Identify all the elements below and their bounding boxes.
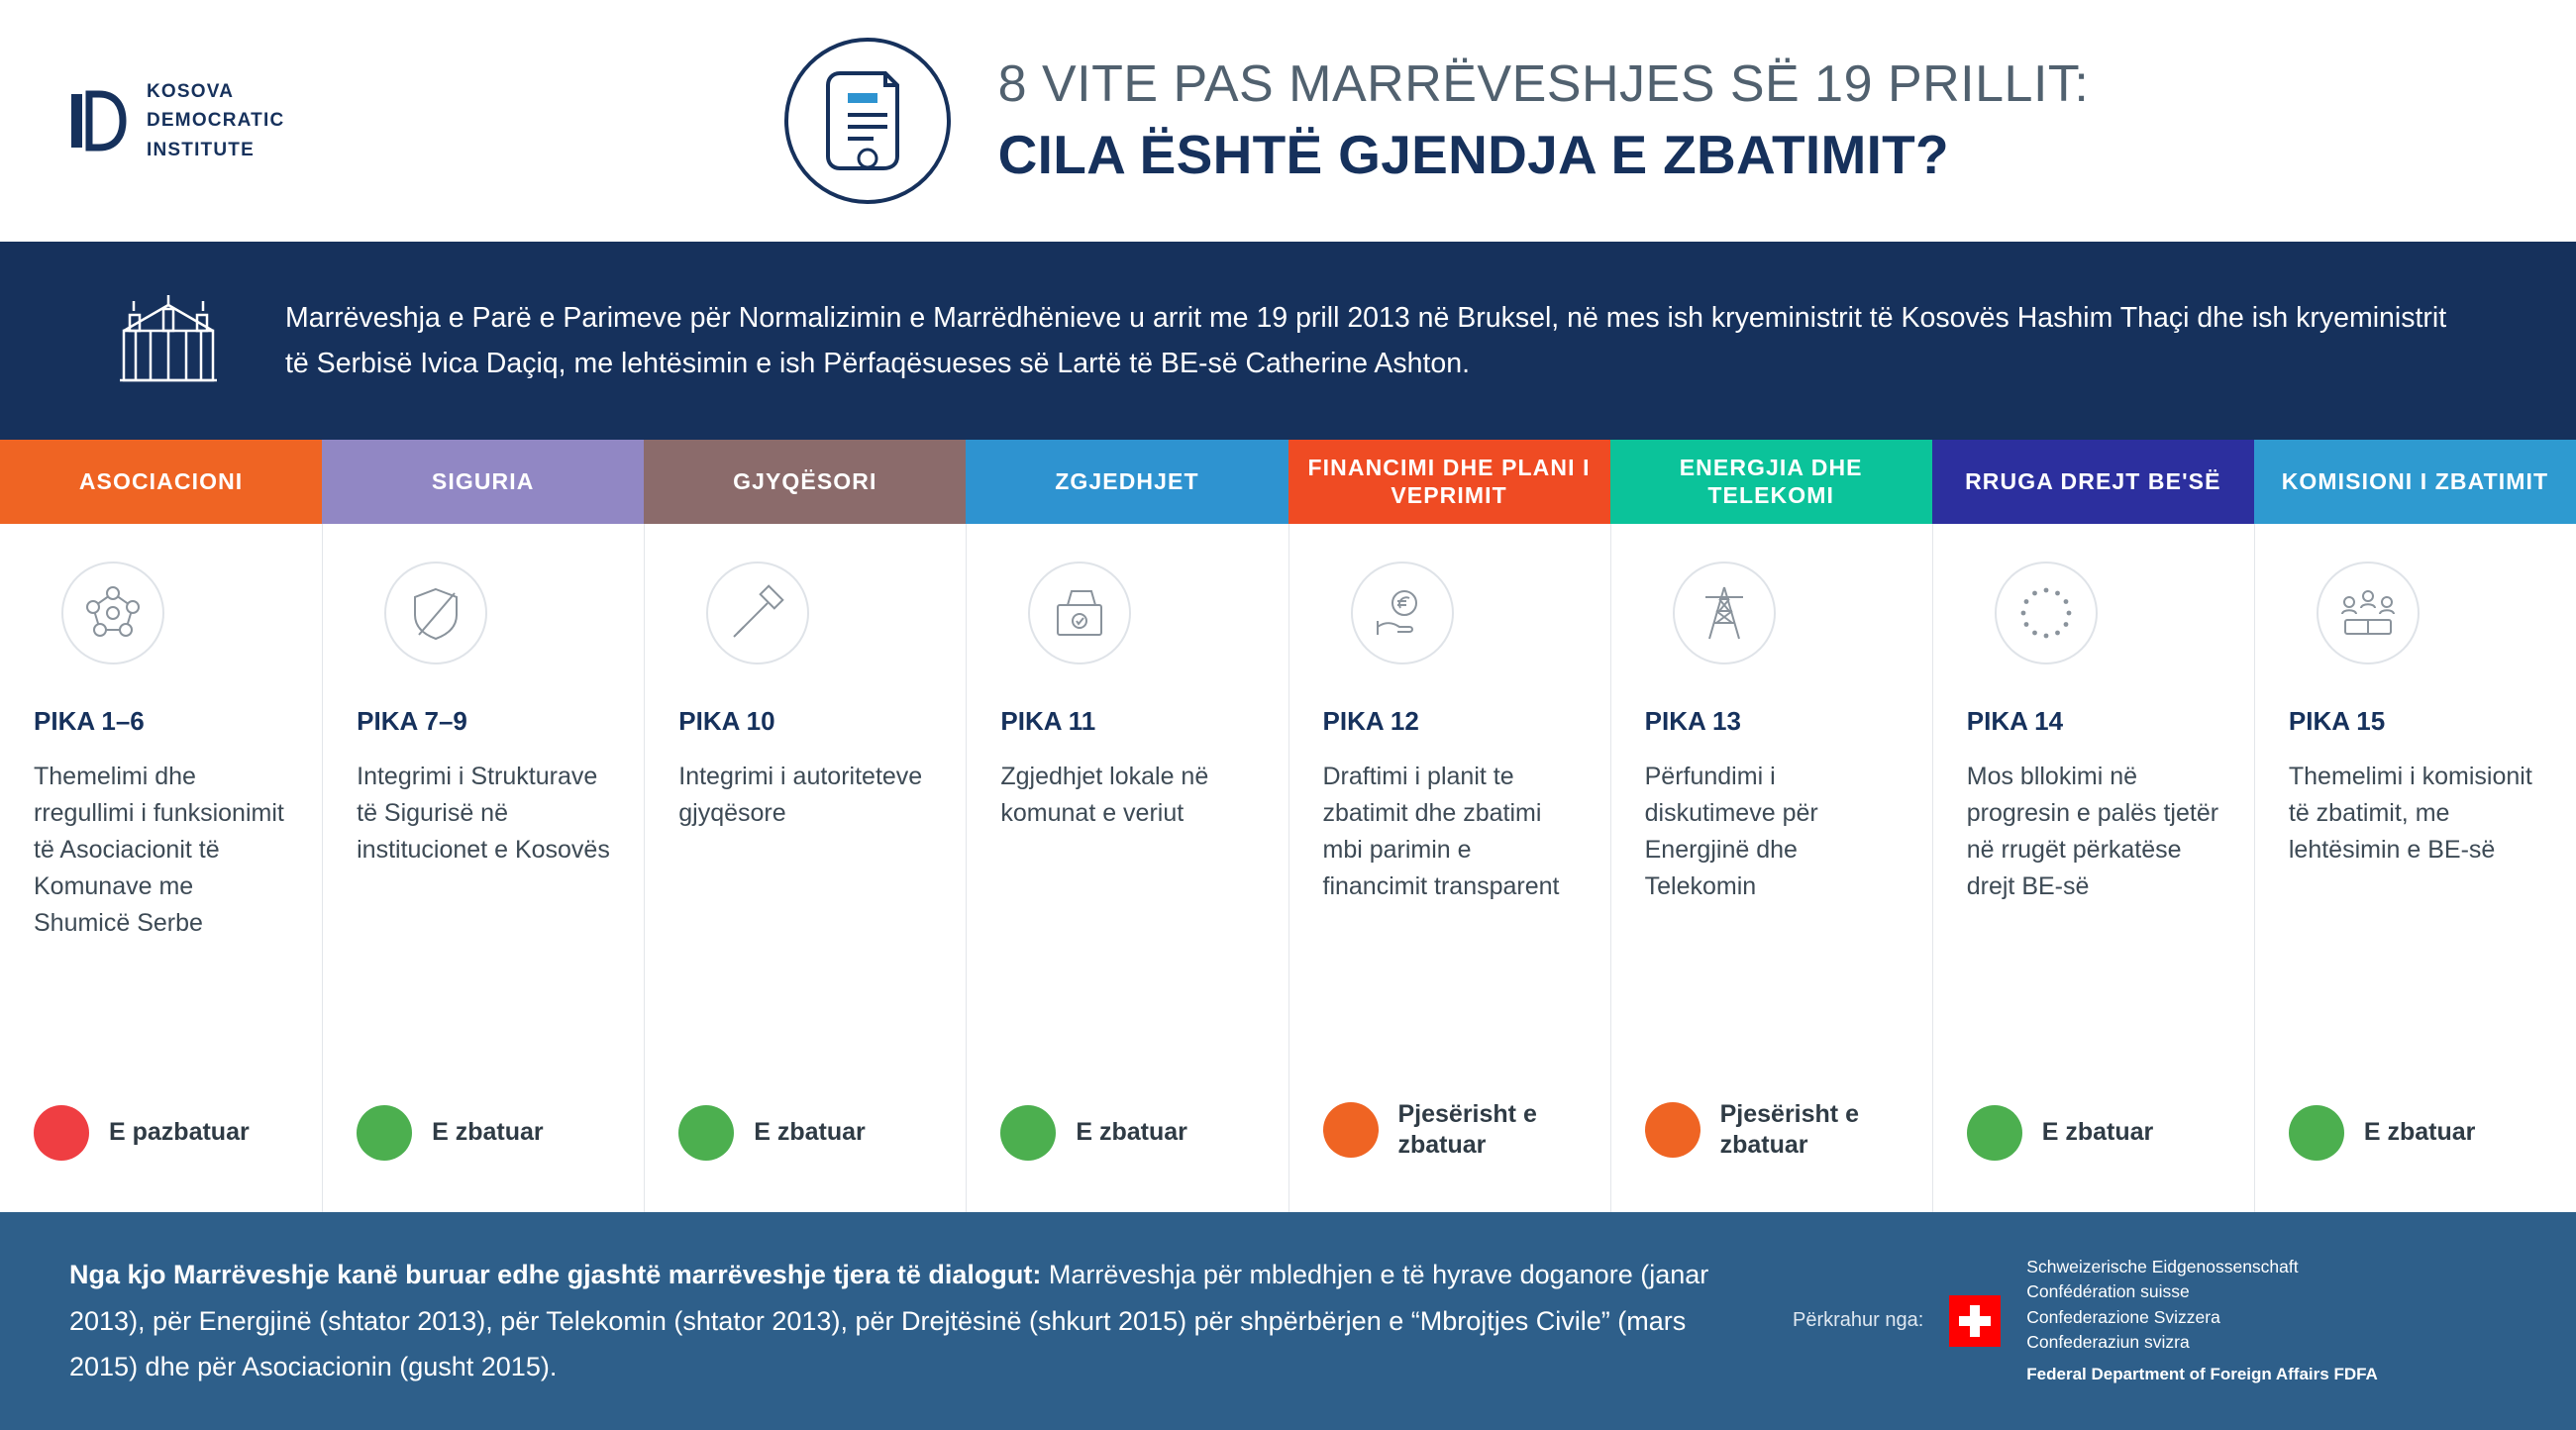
donor-department: Federal Department of Foreign Affairs FDFA [2026, 1365, 2378, 1384]
status-dot [678, 1105, 734, 1161]
column-asociacioni [0, 440, 322, 1212]
intro-text: Marrëveshja e Parë e Parimeve për Normalizimin e Marrëdhënieve u arrit me 19 prill 2013 në Bruksel, në mes ish kryeministrit të Kosovës Hashim Thaçi dhe ish kryeministrit të Serbisë Ivica Daçiq, me lehtësimin e ish Përfaqësueses së Lartë të BE-së Catherine Ashton. [285, 301, 2447, 379]
column-header-zgjedhjet: ZGJEDHJET [966, 440, 1288, 524]
header-center [475, 38, 2398, 204]
page-title-line1: 8 VITE PAS MARRËVESHJES SË 19 PRILLIT: [997, 55, 2090, 114]
footer-note-lead: Nga kjo Marrëveshje kanë buruar edhe gjashtë marrëveshje tjera të dialogut: [69, 1260, 1042, 1290]
hand-euro-icon [1351, 562, 1454, 664]
network-nodes-icon [61, 562, 164, 664]
column-energjia [1610, 440, 1932, 1212]
point-description: Përfundimi i diskutimeve për Energjinë dhe Telekomin [1644, 763, 1818, 900]
column-header-energjia: ENERGJIA DHE TELEKOMI [1610, 440, 1932, 524]
donor-line-de: Schweizerische Eidgenossenschaft [2026, 1256, 2299, 1277]
ballot-box-icon [1028, 562, 1131, 664]
status-row [1645, 1099, 1899, 1213]
status-row [357, 1105, 610, 1212]
gavel-icon [706, 562, 809, 664]
intro-band [0, 242, 2576, 440]
column-body-rruga [1932, 524, 2254, 1212]
kdi-logo-icon [69, 90, 129, 152]
point-description: Mos bllokimi në progresin e palës tjetër në rrugët përkatëse drejt BE-së [1966, 763, 2219, 900]
point-number: PIKA 1–6 [34, 706, 145, 736]
point-description: Themelimi dhe rregullimi i funksionimit të Asociacionit të Komunave me Shumicë Serbe [34, 763, 284, 937]
footer-note [69, 1252, 1753, 1389]
column-zgjedhjet [966, 440, 1288, 1212]
status-dot [1967, 1105, 2022, 1161]
status-label: Pjesërisht e zbatuar [1397, 1099, 1537, 1159]
document-scroll-icon [784, 38, 951, 204]
status-dot [1000, 1105, 1056, 1161]
column-gjyqesori [644, 440, 966, 1212]
point-description: Integrimi i Strukturave të Sigurisë në institucionet e Kosovës [357, 763, 610, 864]
power-pylon-icon [1673, 562, 1776, 664]
status-label: E zbatuar [2363, 1118, 2476, 1147]
column-header-financimi: FINANCIMI DHE PLANI I VEPRIMIT [1288, 440, 1610, 524]
status-dot [357, 1105, 412, 1161]
logo-line-3: INSTITUTE [147, 139, 255, 160]
column-financimi [1288, 440, 1610, 1212]
shield-blocked-icon [384, 562, 487, 664]
swiss-flag-icon [1949, 1295, 2001, 1347]
column-body-komisioni [2254, 524, 2576, 1212]
column-header-rruga: RRUGA DREJT BE'SË [1932, 440, 2254, 524]
title-block [998, 52, 2090, 189]
status-label: E zbatuar [432, 1118, 544, 1147]
eu-stars-icon [1995, 562, 2098, 664]
header [0, 0, 2576, 242]
column-rruga [1932, 440, 2254, 1212]
footer [0, 1212, 2576, 1430]
column-komisioni [2254, 440, 2576, 1212]
point-number: PIKA 7–9 [357, 706, 467, 736]
column-body-siguria [322, 524, 644, 1212]
column-body-energjia [1610, 524, 1932, 1212]
logo-block [59, 77, 475, 164]
status-dot [1645, 1102, 1700, 1158]
point-description: Zgjedhjet lokale në komunat e veriut [1000, 763, 1209, 827]
column-body-financimi [1288, 524, 1610, 1212]
point-description: Draftimi i planit te zbatimit dhe zbatimi mbi parimin e financimit transparent [1322, 763, 1560, 900]
logo-line-1: KOSOVA [147, 80, 235, 102]
status-label: E zbatuar [1076, 1118, 1187, 1147]
point-number: PIKA 13 [1644, 706, 1741, 736]
government-building-icon [99, 293, 238, 388]
status-label: Pjesërisht e zbatuar [1719, 1099, 1859, 1159]
status-row [1967, 1105, 2220, 1212]
status-dot [2289, 1105, 2344, 1161]
status-row [1000, 1105, 1254, 1212]
point-description: Integrimi i autoriteteve gjyqësore [678, 763, 923, 827]
status-row [678, 1105, 932, 1212]
point-number: PIKA 12 [1322, 706, 1419, 736]
page-title-line2: CILA ËSHTË GJENDJA E ZBATIMIT? [997, 124, 1949, 186]
donor-block [1793, 1255, 2378, 1387]
point-description: Themelimi i komisionit të zbatimit, me lehtësimin e BE-së [2288, 763, 2532, 864]
support-label: Përkrahur nga: [1793, 1309, 1924, 1332]
column-header-gjyqesori: GJYQËSORI [644, 440, 966, 524]
status-dot [1323, 1102, 1379, 1158]
logo-line-2: DEMOCRATIC [147, 110, 285, 132]
column-header-siguria: SIGURIA [322, 440, 644, 524]
donor-line-fr: Confédération suisse [2026, 1281, 2190, 1302]
status-label: E zbatuar [2041, 1118, 2154, 1147]
column-body-gjyqesori [644, 524, 966, 1212]
status-row [1323, 1099, 1577, 1213]
column-body-asociacioni [0, 524, 322, 1212]
point-number: PIKA 10 [678, 706, 775, 736]
status-row [2289, 1105, 2542, 1212]
status-row [34, 1105, 288, 1212]
point-number: PIKA 15 [2288, 706, 2386, 736]
status-label: E zbatuar [754, 1118, 866, 1147]
column-header-komisioni: KOMISIONI I ZBATIMIT [2254, 440, 2576, 524]
column-header-asociacioni: ASOCIACIONI [0, 440, 322, 524]
column-body-zgjedhjet [966, 524, 1288, 1212]
points-columns [0, 440, 2576, 1212]
donor-line-it: Confederazione Svizzera [2026, 1306, 2220, 1327]
status-dot [34, 1105, 89, 1161]
logo-text [147, 77, 284, 164]
committee-people-icon [2317, 562, 2420, 664]
point-number: PIKA 11 [1000, 706, 1096, 736]
point-number: PIKA 14 [1966, 706, 2064, 736]
column-siguria [322, 440, 644, 1212]
footer-note-rest: Marrëveshja për mbledhjen e të hyrave doganore (janar 2013), për Energjinë (shtator 2013), për Telekomin (shtator 2013), për Drejtësinë (shkurt 2015) për shpërbërjen e “Mbrojtjes Civile” (mars 2015) dhe për Asociacionin (gusht 2015). [69, 1260, 1709, 1382]
donor-line-rm: Confederaziun svizra [2026, 1332, 2190, 1353]
donor-name [2026, 1255, 2378, 1387]
status-label: E pazbatuar [109, 1118, 250, 1147]
